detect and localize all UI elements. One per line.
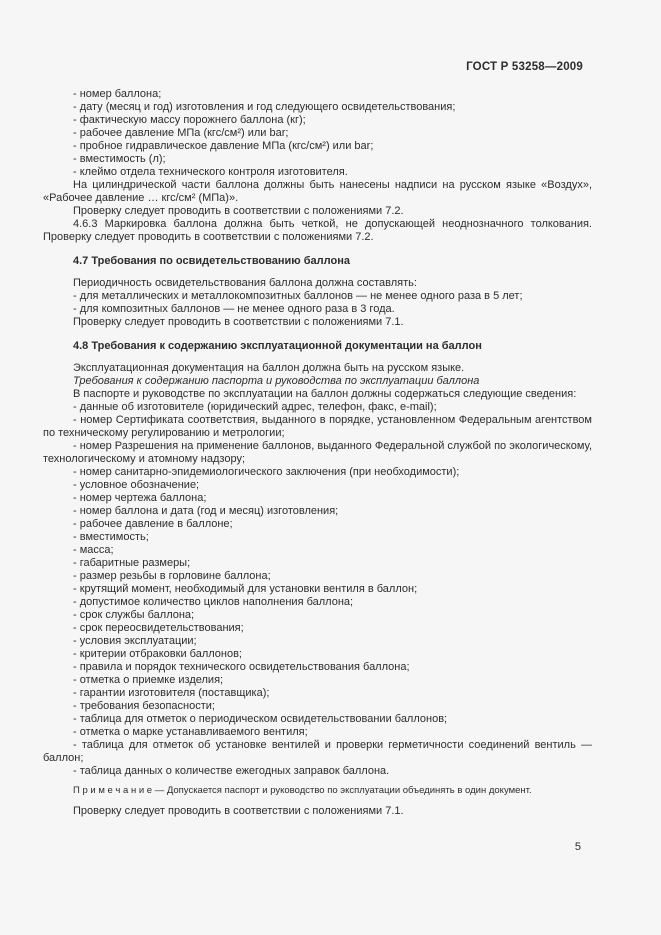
list-item: - данные об изготовителе (юридический адрес, телефон, факс, e-mail);	[73, 401, 437, 413]
paragraph: 4.6.3 Маркировка баллона должна быть четкой, не допускающей неоднозначного толкования. Проверку следует проводить в соответствии с положениями 7.2.	[43, 218, 592, 243]
list-item: - вместимость (л);	[73, 153, 166, 165]
list-item: - габаритные размеры;	[73, 557, 191, 569]
doc-header-standard-number: ГОСТ Р 53258—2009	[466, 61, 583, 73]
list-item: - вместимость;	[73, 531, 149, 543]
list-item: - номер чертежа баллона;	[73, 492, 207, 504]
list-item: - отметка о марке устанавливаемого вентиля;	[73, 726, 308, 738]
list-item: - допустимое количество циклов наполнения баллона;	[73, 596, 354, 608]
paragraph: В паспорте и руководстве по эксплуатации на баллон должны содержаться следующие сведения:	[73, 388, 577, 400]
list-item: - гарантии изготовителя (поставщика);	[73, 687, 270, 699]
list-item: - номер баллона;	[73, 88, 162, 100]
list-item: - условия эксплуатации;	[73, 635, 197, 647]
italic-subheading: Требования к содержанию паспорта и руководства по эксплуатации баллона	[73, 375, 480, 387]
list-item: - таблица для отметок о периодическом освидетельствовании баллонов;	[73, 713, 448, 725]
list-item: - номер баллона и дата (год и месяц) изготовления;	[73, 505, 339, 517]
list-item: - фактическую массу порожнего баллона (кг);	[73, 114, 306, 126]
list-item: - срок службы баллона;	[73, 609, 195, 621]
list-item: - пробное гидравлическое давление МПа (кгс/см²) или bar;	[73, 140, 374, 152]
section-heading: 4.8 Требования к содержанию эксплуатационной документации на баллон	[73, 340, 482, 352]
list-item: - рабочее давление в баллоне;	[73, 518, 233, 530]
list-item: - правила и порядок технического освидетельствования баллона;	[73, 661, 410, 673]
paragraph: Проверку следует проводить в соответствии с положениями 7.2.	[73, 205, 404, 217]
section-heading: 4.7 Требования по освидетельствованию баллона	[73, 255, 350, 267]
list-item: - размер резьбы в горловине баллона;	[73, 570, 271, 582]
list-item: - критерии отбраковки баллонов;	[73, 648, 242, 660]
list-item: - клеймо отдела технического контроля изготовителя.	[73, 166, 348, 178]
doc-content	[43, 88, 592, 818]
list-item: - номер Разрешения на применение баллонов, выданного Федеральной службой по экологическому, технологическому и атомному надзору;	[43, 440, 592, 465]
list-item: - дату (месяц и год) изготовления и год следующего освидетельствования;	[73, 101, 456, 113]
paragraph: Проверку следует проводить в соответствии с положениями 7.1.	[73, 805, 404, 817]
list-item: - номер Сертификата соответствия, выданного в порядке, установленном Федеральным агентством по техническому регулированию и метрологии;	[43, 414, 592, 439]
list-item: - отметка о приемке изделия;	[73, 674, 224, 686]
list-item: - срок переосвидетельствования;	[73, 622, 244, 634]
list-item: - для металлических и металлокомпозитных баллонов — не менее одного раза в 5 лет;	[73, 290, 523, 302]
paragraph: Периодичность освидетельствования баллона должна составлять:	[73, 277, 417, 289]
list-item: - требования безопасности;	[73, 700, 215, 712]
list-item: - условное обозначение;	[73, 479, 200, 491]
list-item: - номер санитарно-эпидемиологического заключения (при необходимости);	[73, 466, 460, 478]
paragraph: Эксплуатационная документация на баллон должна быть на русском языке.	[73, 362, 465, 374]
page-number: 5	[574, 841, 581, 853]
list-item: - масса;	[73, 544, 114, 556]
list-item: - таблица для отметок об установке вентилей и проверки герметичности соединений вентиль — баллон;	[43, 739, 592, 764]
list-item: - крутящий момент, необходимый для установки вентиля в баллон;	[73, 583, 418, 595]
note-paragraph: П р и м е ч а н и е — Допускается паспорт и руководство по эксплуатации объединять в один документ.	[73, 785, 532, 796]
paragraph: Проверку следует проводить в соответствии с положениями 7.1.	[73, 316, 404, 328]
list-item: - рабочее давление МПа (кгс/см²) или bar;	[73, 127, 289, 139]
list-item: - таблица данных о количестве ежегодных заправок баллона.	[73, 765, 390, 777]
paragraph: На цилиндрической части баллона должны быть нанесены надписи на русском языке «Воздух», «Рабочее давление … кгс/см² (МПа)».	[43, 179, 592, 204]
list-item: - для композитных баллонов — не менее одного раза в 3 года.	[73, 303, 395, 315]
